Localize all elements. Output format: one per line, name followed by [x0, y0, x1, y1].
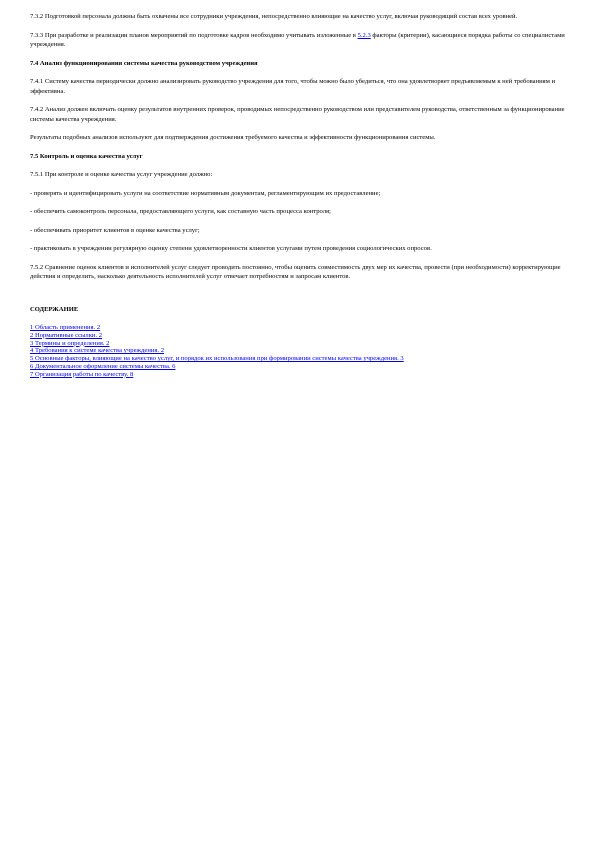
toc-item	[30, 324, 565, 332]
toc-item	[30, 347, 565, 355]
paragraph-results: Результаты подобных анализов используют для подтверждения достижения требуемого качества и эффективности функционирования системы.	[30, 134, 436, 141]
toc-item	[30, 340, 565, 348]
toc-link-1[interactable]: 1 Область применения. 2	[30, 324, 101, 331]
paragraph-7-3-3	[30, 31, 565, 50]
paragraph-7-5-2: 7.5.2 Сравнение оценок клиентов и исполнителей услуг следует проводить постоянно, чтобы оценить совместимость двух мер их качества, провести (при необходимости) корректирующие действия и определить, насколько деятельность исполнителей услуг отвечает потребностям и запросам клиентов.	[30, 263, 561, 280]
section-heading-7-4: 7.4 Анализ функционирования системы качества руководством учреждения	[30, 59, 258, 67]
toc-item	[30, 332, 565, 340]
paragraph-7-4-2: 7.4.2 Анализ должен включать оценку результатов внутренних проверок, проводимых непосредственно руководством или представителем руководства, ответственным за функционирование системы качества учреждения.	[30, 106, 565, 123]
clause-5-2-3-link[interactable]: 5.2.3	[357, 31, 371, 39]
bullet-item-2: - обеспечить самоконтроль персонала, предоставляющего услуги, как составную часть процесса контроля;	[30, 208, 331, 215]
toc-title: СОДЕРЖАНИЕ	[30, 305, 79, 313]
toc-link-4[interactable]: 4 Требования к системе качества учреждения. 2	[30, 347, 165, 355]
paragraph-7-3-2: 7.3.2 Подготовкой персонала должны быть охвачены все сотрудники учреждения, непосредственно влияющие на качество услуг, включая руководящий состав всех уровней.	[30, 13, 518, 20]
paragraph-7-4-1: 7.4.1 Систему качества периодически должно анализировать руководство учреждения для того, чтобы можно было убедиться, что она удовлетворяет предъявляемым к ней требованиям и эффективна.	[30, 78, 556, 95]
toc-item	[30, 371, 565, 379]
toc-link-6[interactable]: 6 Документальное оформление системы качества. 6	[30, 362, 176, 370]
paragraph-7-5-1: 7.5.1 При контроле и оценке качества услуг учреждение должно:	[30, 171, 213, 178]
toc-link-3[interactable]: 3 Термины и определения. 2	[30, 339, 110, 347]
paragraph-7-3-3-text-end: факторы (критерии), касающиеся порядка работы со специалистами учреждения.	[30, 31, 565, 48]
bullet-item-3: - обеспечивать приоритет клиентов в оценке качества услуг;	[30, 226, 200, 234]
bullet-item-4: - практиковать в учреждении регулярную оценку степени удовлетворенности клиентов услугами путем проведения социологических опросов.	[30, 245, 432, 252]
toc-item	[30, 363, 565, 371]
bullet-item-1: - проверять и идентифицировать услуги на соответствие нормативным документам, регламентирующим их предоставление;	[30, 189, 381, 197]
section-heading-7-5: 7.5 Контроль и оценка качества услуг	[30, 152, 143, 160]
toc-item	[30, 355, 565, 363]
document-page	[30, 12, 565, 379]
toc-link-5[interactable]: 5 Основные факторы, влияющие на качество услуг, и порядок их использования при формировании системы качества учреждения. 3	[30, 355, 404, 363]
paragraph-7-3-3-text-start: 7.3.3 При разработке и реализации планов мероприятий по подготовке кадров необходимо учитывать изложенные в	[30, 31, 358, 39]
toc-link-2[interactable]: 2 Нормативные ссылки. 2	[30, 331, 103, 339]
table-of-contents	[30, 324, 565, 379]
toc-link-7[interactable]: 7 Организация работы по качеству. 8	[30, 370, 134, 378]
